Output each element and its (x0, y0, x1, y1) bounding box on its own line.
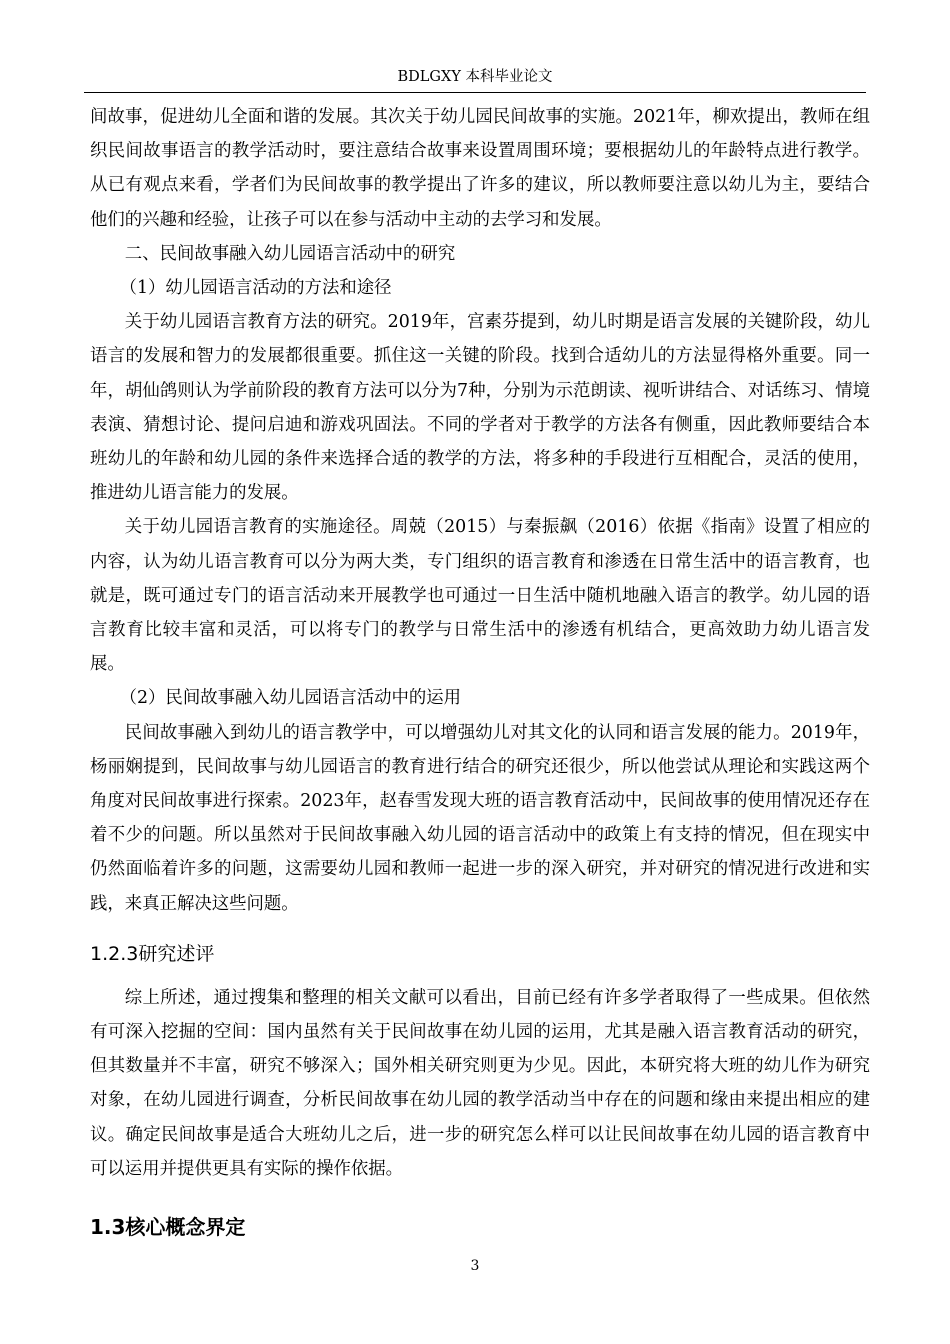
heading-1-3: 1.3核心概念界定 (90, 1215, 246, 1240)
paragraph: 综上所述，通过搜集和整理的相关文献可以看出，目前已经有许多学者取得了一些成果。但依然有可深入挖掘的空间：国内虽然有关于民间故事在幼儿园的运用，尤其是融入语言教育活动的研究，但其数量并不丰富，研究不够深入；国外相关研究则更为少见。因此，本研究将大班的幼儿作为研究对象，在幼儿园进行调查，分析民间故事在幼儿园的教学活动当中存在的问题和缘由来提出相应的建议。确定民间故事是适合大班幼儿之后，进一步的研究怎么样可以让民间故事在幼儿园的语言教育中可以运用并提供更具有实际的操作依据。 (90, 987, 870, 1179)
subsection-heading-1: （1）幼儿园语言活动的方法和途径 (119, 278, 392, 299)
page-header (84, 66, 866, 93)
page-number: 3 (470, 1258, 480, 1274)
header-title: BDLGXY 本科毕业论文 (397, 69, 553, 85)
page-body (90, 100, 870, 1242)
paragraph: 关于幼儿园语言教育的实施途径。周兢（2015）与秦振飙（2016）依据《指南》设置了相应的内容，认为幼儿语言教育可以分为两大类，专门组织的语言教育和渗透在日常生活中的语言教育，也就是，既可通过专门的语言活动来开展教学也可通过一日生活中随机地融入语言的教学。幼儿园的语言教育比较丰富和灵活，可以将专门的教学与日常生活中的渗透有机结合，更高效助力幼儿语言发展。 (90, 517, 870, 675)
heading-1-2-3: 1.2.3研究述评 (90, 942, 215, 965)
paragraph: 关于幼儿园语言教育方法的研究。2019年，宫素芬提到，幼儿时期是语言发展的关键阶段，幼儿语言的发展和智力的发展都很重要。抓住这一关键的阶段。找到合适幼儿的方法显得格外重要。同一年，胡仙鸽则认为学前阶段的教育方法可以分为7种，分别为示范朗读、视听讲结合、对话练习、情境表演、猜想讨论、提问启迪和游戏巩固法。不同的学者对于教学的方法各有侧重，因此教师要结合本班幼儿的年龄和幼儿园的条件来选择合适的教学的方法，将多种的手段进行互相配合，灵活的使用，推进幼儿语言能力的发展。 (90, 312, 870, 504)
section-heading-two: 二、民间故事融入幼儿园语言活动中的研究 (124, 243, 456, 264)
paragraph: 民间故事融入到幼儿的语言教学中，可以增强幼儿对其文化的认同和语言发展的能力。2019年，杨丽娴提到，民间故事与幼儿园语言的教育进行结合的研究还很少，所以他尝试从理论和实践这两个角度对民间故事进行探索。2023年，赵春雪发现大班的语言教育活动中，民间故事的使用情况还存在着不少的问题。所以虽然对于民间故事融入幼儿园的语言活动中的政策上有支持的情况，但在现实中仍然面临着许多的问题，这需要幼儿园和教师一起进一步的深入研究，并对研究的情况进行改进和实践，来真正解决这些问题。 (90, 722, 870, 914)
paragraph: 间故事，促进幼儿全面和谐的发展。其次关于幼儿园民间故事的实施。2021年，柳欢提出，教师在组织民间故事语言的教学活动时，要注意结合故事来设置周围环境；要根据幼儿的年龄特点进行教学。从已有观点来看，学者们为民间故事的教学提出了许多的建议，所以教师要注意以幼儿为主，要结合他们的兴趣和经验，让孩子可以在参与活动中主动的去学习和发展。 (90, 107, 870, 230)
subsection-heading-2: （2）民间故事融入幼儿园语言活动中的运用 (119, 688, 462, 709)
